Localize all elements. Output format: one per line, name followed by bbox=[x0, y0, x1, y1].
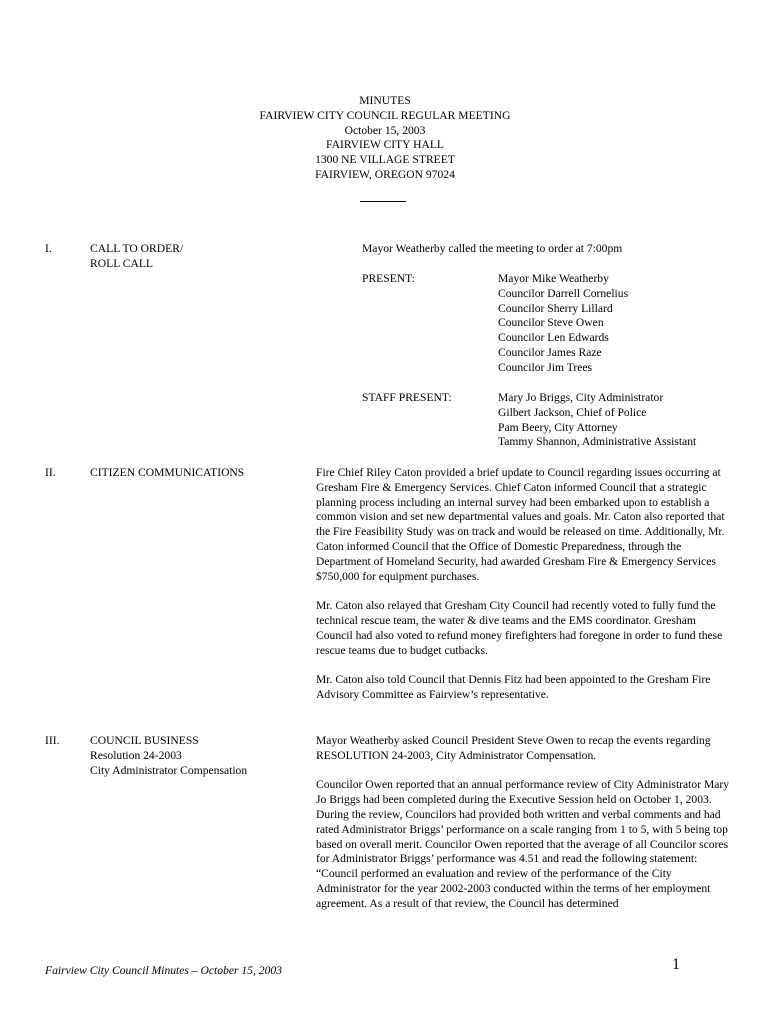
section-number: III. bbox=[45, 734, 60, 747]
staff-present-label: STAFF PRESENT: bbox=[362, 391, 452, 404]
list-item: Mary Jo Briggs, City Administrator bbox=[498, 391, 664, 404]
section-title-line: Resolution 24-2003 bbox=[90, 748, 182, 762]
section-body bbox=[316, 466, 730, 703]
paragraph: Councilor Owen reported that an annual performance review of City Administrator Mary Jo Briggs had been completed during the Executive Session held on October 1, 2003. During the review, Councilors had provided both written and verbal comments and had rated Administrator Briggs’ performance on a scale ranging from 1 to 5, with 5 being top based on overall merit. Councilor Owen reported that the average of all Councilor scores for Administrator Briggs’ performance was 4.51 and read the following statement: “Council performed an evaluation and review of the performance of the City Administrator for the year 2002-2003 conducted within the terms of her employment agreement. As a result of that review, the Council has determined bbox=[316, 778, 730, 910]
list-item: Gilbert Jackson, Chief of Police bbox=[498, 405, 647, 419]
list-item: Pam Beery, City Attorney bbox=[498, 420, 618, 434]
paragraph: Mr. Caton also relayed that Gresham City Council had recently voted to fully fund the technical rescue team, the water & dive teams and the EMS coordinator. Gresham Council had also voted to refund money firefighters had foregone in order to fund these rescue teams due to budget cutbacks. bbox=[316, 599, 723, 657]
section-title-line: CITIZEN COMMUNICATIONS bbox=[90, 466, 245, 479]
document-header bbox=[0, 94, 770, 183]
section-title-line: City Administrator Compensation bbox=[90, 763, 248, 777]
paragraph: Mayor Weatherby asked Council President Steve Owen to recap the events regarding RESOLUTION 24-2003, City Administrator Compensation. bbox=[316, 734, 711, 762]
section-title-line: CALL TO ORDER/ bbox=[90, 242, 184, 255]
list-item: Tammy Shannon, Administrative Assistant bbox=[498, 435, 697, 449]
section-title bbox=[90, 242, 183, 272]
list-item: Councilor Len Edwards bbox=[498, 331, 609, 345]
header-divider bbox=[360, 201, 406, 202]
section-title-line: COUNCIL BUSINESS bbox=[90, 734, 199, 747]
present-list bbox=[498, 272, 628, 376]
list-item: Councilor Steve Owen bbox=[498, 316, 604, 330]
section-body bbox=[316, 734, 730, 912]
list-item: Councilor Jim Trees bbox=[498, 360, 593, 374]
paragraph: Mr. Caton also told Council that Dennis Fitz had been appointed to the Gresham Fire Advisory Committee as Fairview’s representative. bbox=[316, 673, 711, 701]
page-number: 1 bbox=[672, 956, 680, 973]
present-label: PRESENT: bbox=[362, 272, 415, 285]
list-item: Councilor Sherry Lillard bbox=[498, 301, 613, 315]
header-line: October 15, 2003 bbox=[344, 123, 426, 137]
paragraph: Fire Chief Riley Caton provided a brief update to Council regarding issues occurring at Gresham Fire & Emergency Services. Chief Caton informed Council that a strategic planning process including an internal survey had been embarked upon to establish a common vision and set new departmental values and goals. Mr. Caton also reported that the Fire Feasibility Study was on track and would be released on time. Additionally, Mr. Caton informed Council that the Office of Domestic Preparedness, through the Department of Homeland Security, had awarded Gresham Fire & Emergency Services $750,000 for equipment purchases. bbox=[316, 466, 725, 583]
section-title bbox=[90, 734, 247, 778]
section-title-line: ROLL CALL bbox=[90, 256, 154, 270]
header-line: FAIRVIEW CITY COUNCIL REGULAR MEETING bbox=[259, 108, 511, 122]
header-line: FAIRVIEW CITY HALL bbox=[326, 138, 444, 152]
call-to-order-text: Mayor Weatherby called the meeting to order at 7:00pm bbox=[362, 242, 623, 255]
section-number: II. bbox=[45, 466, 56, 479]
section-number: I. bbox=[45, 242, 52, 255]
header-line: MINUTES bbox=[359, 94, 411, 107]
header-line: FAIRVIEW, OREGON 97024 bbox=[315, 167, 455, 181]
list-item: Councilor James Raze bbox=[498, 345, 602, 359]
list-item: Mayor Mike Weatherby bbox=[498, 272, 609, 285]
page-footer: Fairview City Council Minutes – October 15, 2003 bbox=[45, 964, 282, 977]
list-item: Councilor Darrell Cornelius bbox=[498, 286, 629, 300]
staff-list bbox=[498, 391, 696, 450]
section-title bbox=[90, 466, 244, 481]
header-line: 1300 NE VILLAGE STREET bbox=[315, 153, 455, 167]
